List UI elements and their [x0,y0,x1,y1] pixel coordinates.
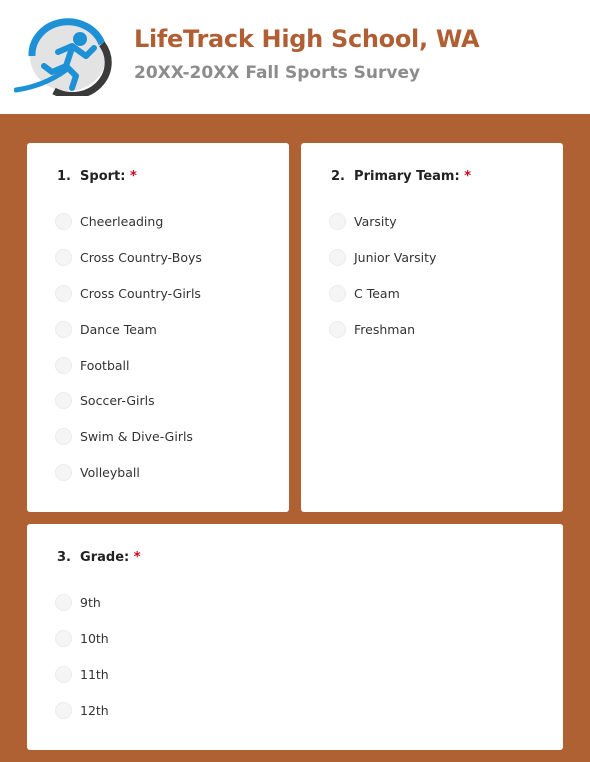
radio-option-cross-country-girls[interactable]: Cross Country-Girls [55,276,202,312]
required-mark: * [130,169,137,184]
question-card-sport [27,143,289,512]
sport-options [55,204,202,490]
radio-option-9th[interactable]: 9th [55,585,109,621]
question-label-grade: 3. Grade: * [57,550,141,565]
question-label-primary-team: 2. Primary Team: * [331,169,471,184]
team-options [329,204,436,347]
radio-button[interactable] [55,392,72,409]
question-label-sport: 1. Sport: * [57,169,137,184]
radio-button[interactable] [329,285,346,302]
radio-button[interactable] [329,321,346,338]
radio-option-varsity[interactable]: Varsity [329,204,436,240]
radio-button[interactable] [55,249,72,266]
page-title: LifeTrack High School, WA [134,25,480,53]
radio-option-swim-dive-girls[interactable]: Swim & Dive-Girls [55,419,202,455]
page-subtitle: 20XX-20XX Fall Sports Survey [134,63,421,83]
radio-button[interactable] [55,464,72,481]
radio-option-cheerleading[interactable]: Cheerleading [55,204,202,240]
radio-button[interactable] [55,285,72,302]
radio-button[interactable] [55,428,72,445]
radio-button[interactable] [55,666,72,683]
radio-option-volleyball[interactable]: Volleyball [55,455,202,491]
radio-option-cross-country-boys[interactable]: Cross Country-Boys [55,240,202,276]
required-mark: * [133,550,141,565]
required-mark: * [464,169,471,184]
radio-option-football[interactable]: Football [55,347,202,383]
radio-option-12th[interactable]: 12th [55,692,109,728]
radio-button[interactable] [55,594,72,611]
radio-option-dance-team[interactable]: Dance Team [55,311,202,347]
question-card-primary-team [301,143,563,512]
radio-option-freshman[interactable]: Freshman [329,311,436,347]
radio-button[interactable] [55,630,72,647]
grade-options [55,585,109,728]
radio-option-11th[interactable]: 11th [55,657,109,693]
radio-option-soccer-girls[interactable]: Soccer-Girls [55,383,202,419]
radio-button[interactable] [55,321,72,338]
radio-button[interactable] [55,702,72,719]
radio-button[interactable] [55,213,72,230]
form-header [0,0,590,114]
radio-button[interactable] [329,249,346,266]
radio-option-c-team[interactable]: C Team [329,276,436,312]
runner-logo-icon [14,18,114,96]
question-card-grade [27,524,563,750]
radio-option-junior-varsity[interactable]: Junior Varsity [329,240,436,276]
radio-button[interactable] [329,213,346,230]
radio-option-10th[interactable]: 10th [55,621,109,657]
radio-button[interactable] [55,357,72,374]
